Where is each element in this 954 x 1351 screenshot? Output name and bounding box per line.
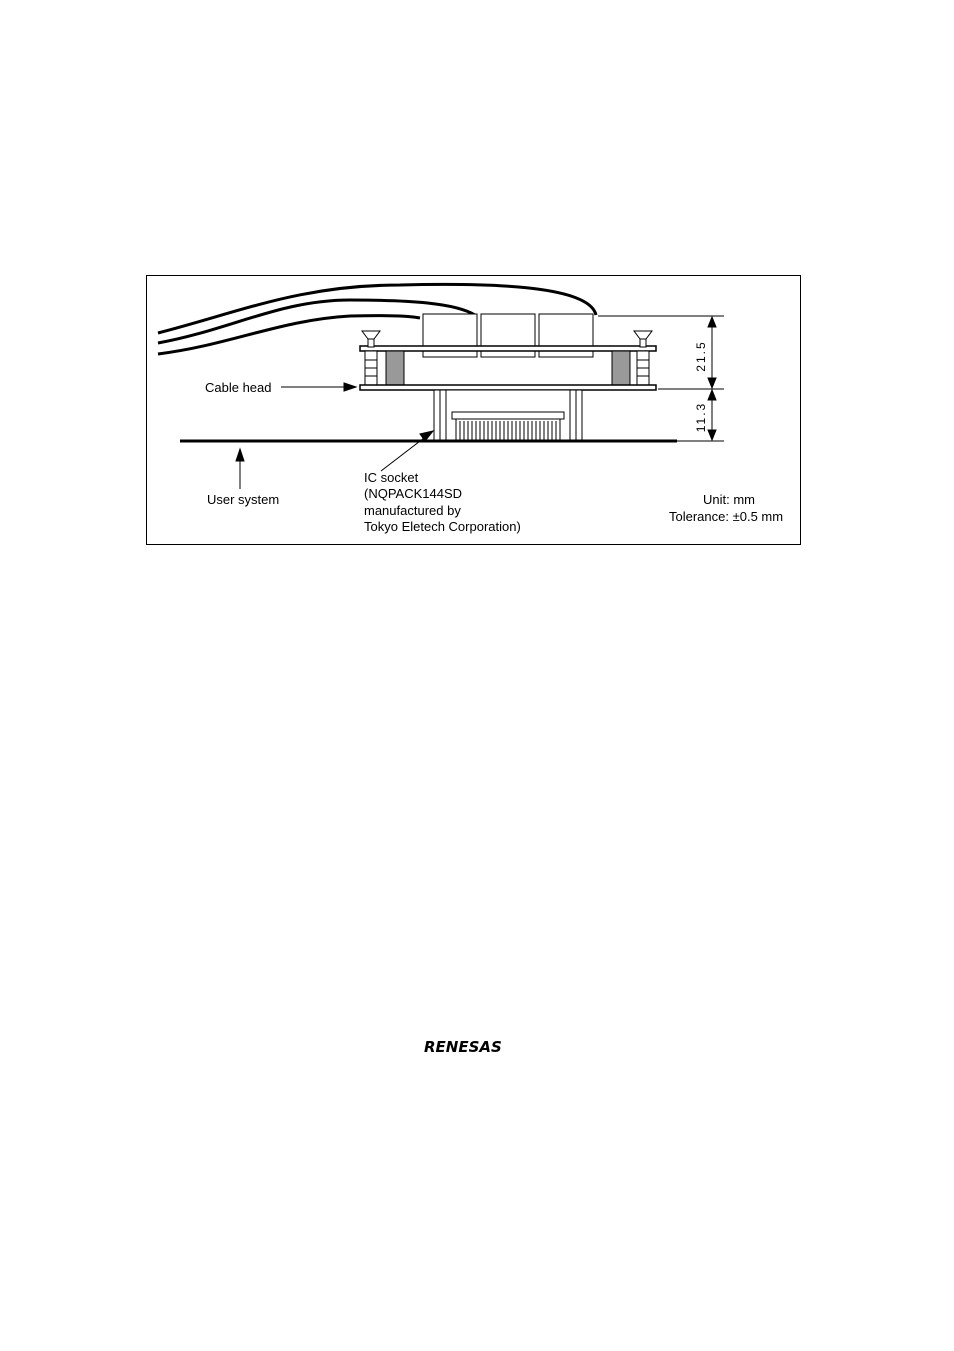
ic-socket-label-2: (NQPACK144SD	[364, 486, 463, 501]
left-spacer	[386, 351, 404, 385]
dimension-lower-label: 11.3	[694, 401, 708, 433]
unit-label: Unit: mm	[703, 492, 755, 507]
renesas-logo: RENESAS	[424, 1038, 502, 1056]
ic-socket-label-3: manufactured by	[364, 503, 461, 518]
cable-head-arrow	[281, 383, 356, 391]
tolerance-label: Tolerance: ±0.5 mm	[669, 509, 784, 524]
user-system-arrow	[236, 449, 244, 489]
user-system-label: User system	[207, 492, 280, 507]
top-board	[360, 346, 656, 351]
ic-socket-arrow	[381, 431, 433, 471]
right-screw	[634, 331, 652, 385]
ic-socket-label-4: Tokyo Eletech Corporation)	[364, 519, 521, 534]
cable-head-label: Cable head	[205, 380, 272, 395]
ic-socket-label-1: IC socket	[364, 470, 419, 485]
right-spacer	[612, 351, 630, 385]
cable-head-board	[360, 385, 656, 390]
left-screw	[362, 331, 380, 385]
dimension-upper-label: 21.5	[694, 340, 708, 372]
